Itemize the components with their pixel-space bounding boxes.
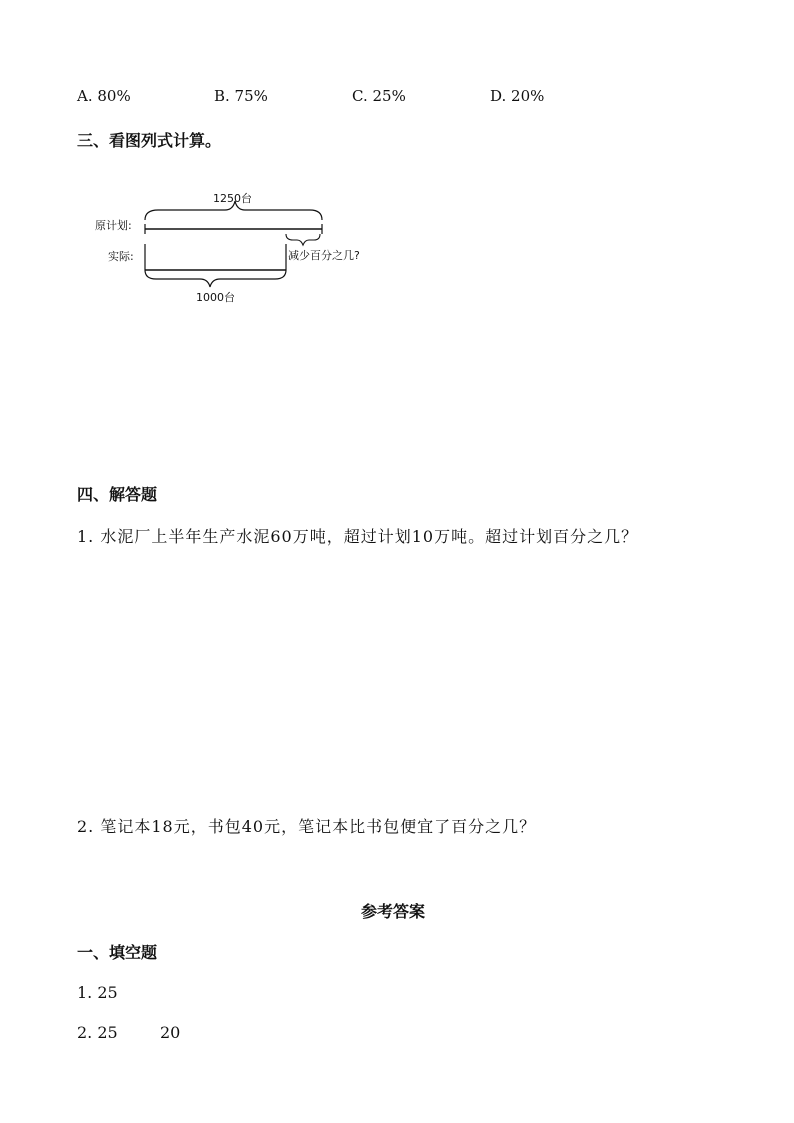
section3-title: 三、看图列式计算。 bbox=[77, 131, 222, 150]
bottom-total-label: 1000台 bbox=[196, 291, 235, 304]
top-brace bbox=[145, 201, 322, 220]
actual-label: 实际: bbox=[108, 250, 134, 263]
line-segment-diagram bbox=[90, 182, 390, 307]
plan-label: 原计划: bbox=[95, 219, 132, 232]
answers-section1-title: 一、填空题 bbox=[77, 943, 158, 962]
option-d: D. 20% bbox=[490, 87, 545, 105]
section4-title: 四、解答题 bbox=[77, 485, 158, 504]
option-c: C. 25% bbox=[352, 87, 406, 105]
option-a: A. 80% bbox=[77, 87, 131, 105]
answer-1: 1. 25 bbox=[77, 983, 118, 1002]
question-1: 1. 水泥厂上半年生产水泥60万吨，超过计划10万吨。超过计划百分之几？ bbox=[77, 527, 639, 546]
answers-title: 参考答案 bbox=[361, 902, 426, 921]
difference-question: 减少百分之几? bbox=[288, 249, 360, 262]
difference-brace bbox=[286, 234, 320, 245]
top-total-label: 1250台 bbox=[213, 192, 252, 205]
option-b: B. 75% bbox=[214, 87, 268, 105]
question-2: 2. 笔记本18元，书包40元，笔记本比书包便宜了百分之几？ bbox=[77, 817, 537, 836]
bottom-brace bbox=[145, 270, 286, 287]
answer-2-value: 20 bbox=[160, 1023, 181, 1042]
answer-2-label: 2. 25 bbox=[77, 1023, 118, 1042]
